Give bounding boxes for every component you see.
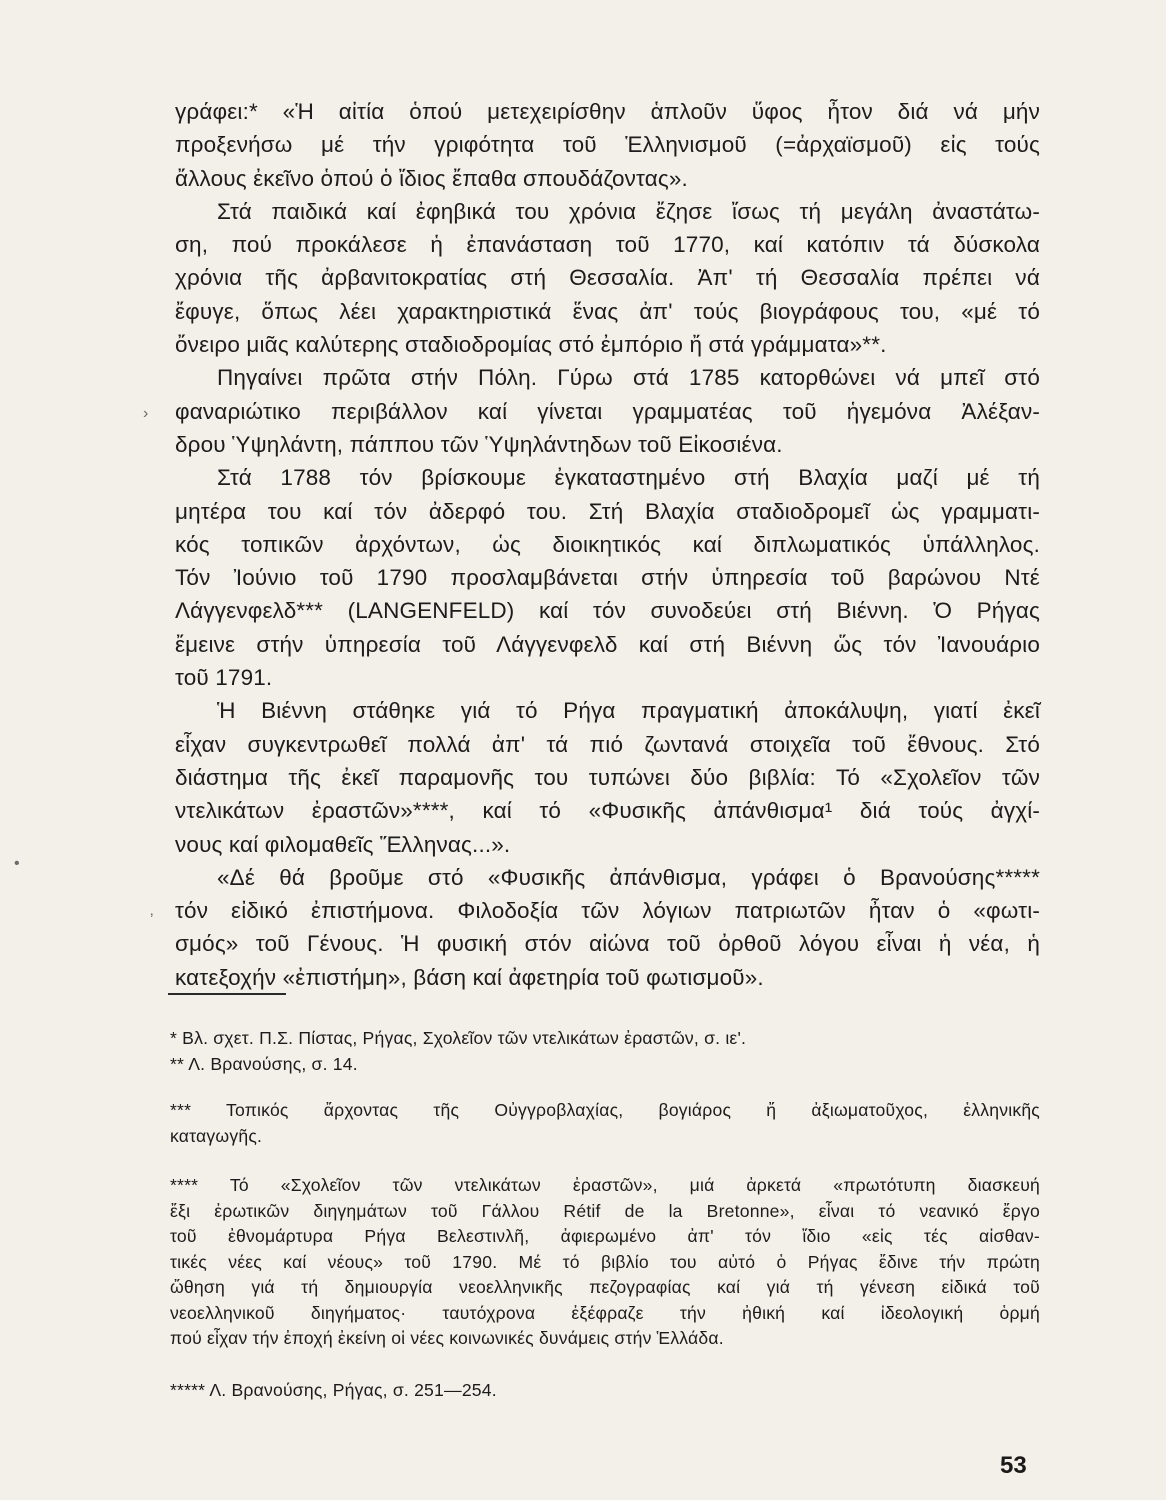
text-line: κός τοπικῶν ἀρχόντων, ὡς διοικητικός καί διπλωματικός ὑπάλληλος.	[175, 531, 1040, 557]
text-line: ἔφυγε, ὅπως λέει χαρακτηριστικά ἕνας ἀπ' τούς βιογράφους του, «μέ τό	[175, 298, 1040, 324]
margin-mark: •	[14, 855, 20, 872]
text-line: χρόνια τῆς ἀρβανιτοκρατίας στή Θεσσαλία. Ἀπ' τή Θεσσαλία πρέπει νά	[175, 265, 1040, 291]
text-line: διάστημα τῆς ἐκεῖ παραμονῆς του τυπώνει δύο βιβλία: Τό «Σχολεῖον τῶν	[175, 764, 1040, 790]
text-line: ση, πού προκάλεσε ἡ ἐπανάσταση τοῦ 1770, καί κατόπιν τά δύσκολα	[175, 232, 1040, 258]
main-text	[175, 95, 1040, 994]
margin-mark: ›	[143, 405, 149, 422]
paragraph-4	[175, 461, 1040, 694]
page-number: 53	[1000, 1452, 1027, 1479]
footnotes	[170, 1026, 1040, 1403]
footnote-text: ἔξι ἐρωτικῶν διηγημάτων τοῦ Γάλλου Rétif de la Bretonne», εἶναι τό νεανικό ἔργο	[170, 1200, 1040, 1221]
text-line: γράφει:* «Ἡ αἰτία ὁπού μετεχειρίσθην ἁπλοῦν ὕφος ἦτον διά νά μήν	[175, 99, 1040, 124]
text-line: σμός» τοῦ Γένους. Ἡ φυσική στόν αἰώνα τοῦ ὀρθοῦ λόγου εἶναι ἡ νέα, ἡ	[175, 931, 1040, 957]
text-line: Λάγγενφελδ*** (LANGENFELD) καί τόν συνοδεύει στή Βιέννη. Ὁ Ρήγας	[175, 598, 1040, 624]
footnote-3	[170, 1098, 1040, 1149]
text-line: εἶχαν συγκεντρωθεῖ πολλά ἀπ' τά πιό ζωντανά στοιχεῖα τοῦ ἔθνους. Στό	[175, 731, 1040, 757]
text-line: ὄνειρο μιᾶς καλύτερης σταδιοδρομίας στό ἐμπόριο ἤ στά γράμματα»**.	[175, 332, 887, 358]
paragraph-3	[175, 361, 1040, 461]
text-line: προξενήσω μέ τήν γριφότητα τοῦ Ἑλληνισμοῦ (=ἀρχαϊσμοῦ) εἰς τούς	[175, 132, 1040, 158]
paragraph-2	[175, 195, 1040, 361]
text-line: μητέρα του καί τόν ἀδερφό του. Στή Βλαχία σταδιοδρομεῖ ὡς γραμματι-	[175, 498, 1040, 524]
text-line: νους καί φιλομαθεῖς Ἕλληνας...».	[175, 831, 511, 857]
footnote-text: ὤθηση γιά τή δημιουργία νεοελληνικῆς πεζογραφίας καί γιά τή γένεση εἰδικά τοῦ	[170, 1277, 1040, 1297]
text-line: τόν εἰδικό ἐπιστήμονα. Φιλοδοξία τῶν λόγιων πατριωτῶν ἦταν ὁ «φωτι-	[175, 898, 1040, 924]
text-line: «Δέ θά βροῦμε στό «Φυσικῆς ἀπάνθισμα, γράφει ὁ Βρανούσης*****	[217, 864, 1040, 890]
text-line: Τόν Ἰούνιο τοῦ 1790 προσλαμβάνεται στήν ὑπηρεσία τοῦ βαρώνου Ντέ	[175, 565, 1040, 591]
footnote-5	[170, 1378, 1040, 1404]
footnote-text: νεοελληνικοῦ διηγήματος· ταυτόχρονα ἐξέφραζε τήν ἠθική καί ἰδεολογική ὁρμή	[170, 1302, 1040, 1323]
text-line: ντελικάτων ἐραστῶν»****, καί τό «Φυσικῆς ἀπάνθισμα¹ διά τούς ἀγχί-	[175, 798, 1040, 824]
footnote-text: *** Τοπικός ἄρχοντας τῆς Οὐγγροβλαχίας, βογιάρος ἤ ἀξιωματοῦχος, ἑλληνικῆς	[170, 1100, 1040, 1120]
margin-mark: ʼ	[150, 912, 154, 929]
text-line: φαναριώτικο περιβάλλον καί γίνεται γραμματέας τοῦ ἡγεμόνα Ἀλέξαν-	[175, 398, 1040, 424]
footnote-1	[170, 1026, 1040, 1052]
footnote-2	[170, 1052, 1040, 1078]
text-line: Στά 1788 τόν βρίσκουμε ἐγκαταστημένο στή Βλαχία μαζί μέ τή	[217, 465, 1040, 491]
footnote-text: ** Λ. Βρανούσης, σ. 14.	[170, 1053, 358, 1074]
footnote-divider	[168, 993, 286, 995]
footnote-text: τικές νέες καί νέους» τοῦ 1790. Μέ τό βιβλίο του αὐτό ὁ Ρήγας ἔδινε τήν πρώτη	[170, 1251, 1040, 1272]
footnote-4	[170, 1173, 1040, 1352]
text-line: Ἡ Βιέννη στάθηκε γιά τό Ρήγα πραγματική ἀποκάλυψη, γιατί ἐκεῖ	[217, 698, 1040, 724]
paragraph-1	[175, 95, 1040, 195]
paragraph-6	[175, 861, 1040, 994]
text-line: ἔμεινε στήν ὑπηρεσία τοῦ Λάγγενφελδ καί στή Βιέννη ὥς τόν Ἰανουάριο	[175, 631, 1040, 657]
paragraph-5	[175, 694, 1040, 860]
footnote-text: * Βλ. σχετ. Π.Σ. Πίστας, Ρήγας, Σχολεῖον τῶν ντελικάτων ἐραστῶν, σ. ιε'.	[170, 1028, 747, 1048]
footnote-text: ***** Λ. Βρανούσης, Ρήγας, σ. 251—254.	[170, 1379, 497, 1400]
text-line: Στά παιδικά καί ἐφηβικά του χρόνια ἔζησε ἴσως τή μεγάλη ἀναστάτω-	[217, 198, 1040, 224]
footnote-text: πού εἶχαν τήν ἐποχή ἐκείνη οἱ νέες κοινωνικές δυνάμεις στήν Ἑλλάδα.	[170, 1328, 724, 1348]
footnote-text: **** Τό «Σχολεῖον τῶν ντελικάτων ἐραστῶν», μιά ἀρκετά «πρωτότυπη διασκευή	[170, 1175, 1040, 1195]
text-line: κατεξοχήν «ἐπιστήμη», βάση καί ἀφετηρία τοῦ φωτισμοῦ».	[175, 964, 764, 990]
text-line: δρου Ὑψηλάντη, πάππου τῶν Ὑψηλάντηδων τοῦ Εἰκοσιένα.	[175, 431, 783, 457]
text-line: ἄλλους ἐκεῖνο ὁπού ὁ ἴδιος ἔπαθα σπουδάζοντας».	[175, 165, 688, 191]
text-line: τοῦ 1791.	[175, 665, 273, 691]
text-line: Πηγαίνει πρῶτα στήν Πόλη. Γύρω στά 1785 κατορθώνει νά μπεῖ στό	[217, 365, 1040, 391]
footnote-text: καταγωγῆς.	[170, 1125, 263, 1146]
footnote-text: τοῦ ἐθνομάρτυρα Ρήγα Βελεστινλῆ, ἀφιερωμένο ἀπ' τόν ἴδιο «εἰς τές αἰσθαν-	[170, 1226, 1040, 1246]
